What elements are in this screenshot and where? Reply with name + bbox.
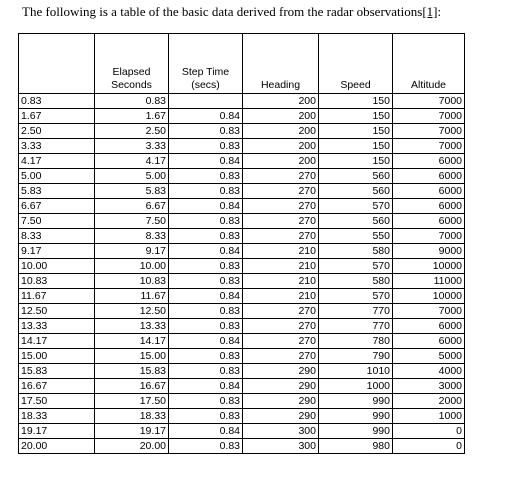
table-cell: 290: [243, 364, 319, 379]
table-cell: 10000: [393, 259, 465, 274]
table-cell: 19.17: [19, 424, 95, 439]
table-cell: 200: [243, 124, 319, 139]
table-row: [19, 409, 465, 424]
table-cell: 0.83: [169, 304, 243, 319]
table-cell: 14.17: [19, 334, 95, 349]
table-cell: 10.00: [95, 259, 169, 274]
table-cell: 290: [243, 379, 319, 394]
table-cell: 210: [243, 289, 319, 304]
table-cell: 560: [319, 169, 393, 184]
table-cell: 7.50: [95, 214, 169, 229]
table-cell: 0.84: [169, 379, 243, 394]
table-cell: 6000: [393, 334, 465, 349]
table-cell: 770: [319, 319, 393, 334]
table-cell: 990: [319, 394, 393, 409]
table-cell: 150: [319, 139, 393, 154]
table-cell: 1010: [319, 364, 393, 379]
table-cell: 0.83: [169, 394, 243, 409]
table-cell: 150: [319, 124, 393, 139]
table-cell: [169, 94, 243, 109]
table-cell: 11.67: [95, 289, 169, 304]
table-row: [19, 154, 465, 169]
table-cell: 8.33: [19, 229, 95, 244]
table-cell: 200: [243, 94, 319, 109]
header-cell: [19, 34, 95, 94]
table-cell: 0.83: [169, 184, 243, 199]
table-cell: 10.83: [95, 274, 169, 289]
table-cell: 0.84: [169, 424, 243, 439]
table-cell: 780: [319, 334, 393, 349]
table-cell: 17.50: [95, 394, 169, 409]
table-cell: 270: [243, 214, 319, 229]
table-row: [19, 379, 465, 394]
table-cell: 7000: [393, 229, 465, 244]
table-row: [19, 439, 465, 454]
table-cell: 550: [319, 229, 393, 244]
table-row: [19, 394, 465, 409]
table-cell: 16.67: [19, 379, 95, 394]
table-cell: 270: [243, 349, 319, 364]
table-row: [19, 214, 465, 229]
table-row: [19, 109, 465, 124]
table-cell: 0.83: [169, 169, 243, 184]
table-cell: 12.50: [95, 304, 169, 319]
table-cell: 270: [243, 319, 319, 334]
table-cell: 5.00: [95, 169, 169, 184]
table-cell: 4.17: [95, 154, 169, 169]
table-cell: 1000: [319, 379, 393, 394]
table-row: [19, 124, 465, 139]
table-cell: 7000: [393, 304, 465, 319]
table-cell: 6.67: [19, 199, 95, 214]
table-cell: 2.50: [95, 124, 169, 139]
table-cell: 10.00: [19, 259, 95, 274]
table-cell: 300: [243, 439, 319, 454]
table-cell: 270: [243, 229, 319, 244]
table-cell: 150: [319, 154, 393, 169]
table-cell: 990: [319, 409, 393, 424]
table-cell: 13.33: [19, 319, 95, 334]
table-cell: 9000: [393, 244, 465, 259]
table-body: [19, 94, 465, 454]
table-cell: 4000: [393, 364, 465, 379]
table-cell: 980: [319, 439, 393, 454]
table-cell: 20.00: [19, 439, 95, 454]
table-cell: 0.83: [169, 274, 243, 289]
table-cell: 5.83: [19, 184, 95, 199]
table-cell: 5.83: [95, 184, 169, 199]
table-cell: 5.00: [19, 169, 95, 184]
table-cell: 10000: [393, 289, 465, 304]
table-cell: 150: [319, 109, 393, 124]
table-cell: 11000: [393, 274, 465, 289]
header-row: [19, 34, 465, 94]
table-cell: 270: [243, 184, 319, 199]
table-cell: 11.67: [19, 289, 95, 304]
table-cell: 6000: [393, 169, 465, 184]
table-cell: 0: [393, 439, 465, 454]
header-cell: Altitude: [393, 34, 465, 94]
table-cell: 7000: [393, 139, 465, 154]
table-cell: 6000: [393, 214, 465, 229]
table-row: [19, 199, 465, 214]
table-row: [19, 244, 465, 259]
table-cell: 15.00: [19, 349, 95, 364]
table-cell: 9.17: [95, 244, 169, 259]
table-cell: 0.83: [169, 139, 243, 154]
intro-paragraph: [22, 4, 441, 20]
table-cell: 790: [319, 349, 393, 364]
table-cell: 0.83: [95, 94, 169, 109]
table-cell: 18.33: [95, 409, 169, 424]
table-row: [19, 364, 465, 379]
table-row: [19, 259, 465, 274]
table-cell: 570: [319, 199, 393, 214]
table-cell: 560: [319, 214, 393, 229]
header-cell: Elapsed Seconds: [95, 34, 169, 94]
table-cell: 0.84: [169, 109, 243, 124]
table-cell: 200: [243, 109, 319, 124]
table-cell: 15.83: [19, 364, 95, 379]
table-cell: 7.50: [19, 214, 95, 229]
table-row: [19, 334, 465, 349]
intro-text: The following is a table of the basic data derived from the radar observations: [22, 4, 423, 19]
table-cell: 3.33: [95, 139, 169, 154]
table-cell: 200: [243, 139, 319, 154]
table-cell: 210: [243, 259, 319, 274]
table-cell: 5000: [393, 349, 465, 364]
table-cell: 7000: [393, 109, 465, 124]
table-row: [19, 289, 465, 304]
table-cell: 14.17: [95, 334, 169, 349]
table-cell: 0.83: [169, 229, 243, 244]
table-cell: 990: [319, 424, 393, 439]
table-cell: 270: [243, 169, 319, 184]
table-cell: 0.83: [19, 94, 95, 109]
radar-data-table: [18, 33, 465, 454]
table-cell: 270: [243, 199, 319, 214]
table-cell: 2.50: [19, 124, 95, 139]
table-cell: 15.83: [95, 364, 169, 379]
table-cell: 270: [243, 304, 319, 319]
table-cell: 1000: [393, 409, 465, 424]
table-cell: 300: [243, 424, 319, 439]
table-cell: 0.83: [169, 124, 243, 139]
table-cell: 0.83: [169, 409, 243, 424]
header-cell: Heading: [243, 34, 319, 94]
table-cell: 7000: [393, 94, 465, 109]
table-cell: 6000: [393, 154, 465, 169]
table-cell: 210: [243, 274, 319, 289]
table-cell: 0.84: [169, 154, 243, 169]
table-cell: 1.67: [95, 109, 169, 124]
table-row: [19, 349, 465, 364]
table-cell: 290: [243, 394, 319, 409]
table-cell: 200: [243, 154, 319, 169]
table-row: [19, 94, 465, 109]
table-cell: 18.33: [19, 409, 95, 424]
table-cell: 0.84: [169, 334, 243, 349]
table-row: [19, 274, 465, 289]
table-cell: 0.84: [169, 289, 243, 304]
table-cell: 0.83: [169, 319, 243, 334]
table-cell: 6000: [393, 199, 465, 214]
table-row: [19, 169, 465, 184]
table-cell: 19.17: [95, 424, 169, 439]
table-row: [19, 229, 465, 244]
table-cell: 0.83: [169, 214, 243, 229]
table-cell: 0.84: [169, 199, 243, 214]
table-cell: 6000: [393, 319, 465, 334]
table-cell: 6.67: [95, 199, 169, 214]
intro-suffix: :: [437, 4, 442, 19]
table-cell: 10.83: [19, 274, 95, 289]
table-cell: 270: [243, 334, 319, 349]
table-cell: 290: [243, 409, 319, 424]
reference-link[interactable]: [1]: [422, 4, 438, 19]
table-row: [19, 424, 465, 439]
table-row: [19, 319, 465, 334]
table-cell: 20.00: [95, 439, 169, 454]
table-cell: 12.50: [19, 304, 95, 319]
table-cell: 0.83: [169, 439, 243, 454]
table-row: [19, 139, 465, 154]
table-cell: 3.33: [19, 139, 95, 154]
table-cell: 0.83: [169, 259, 243, 274]
table-cell: 0.83: [169, 349, 243, 364]
table-cell: 16.67: [95, 379, 169, 394]
table-cell: 560: [319, 184, 393, 199]
table-cell: 580: [319, 244, 393, 259]
table-cell: 17.50: [19, 394, 95, 409]
table-cell: 3000: [393, 379, 465, 394]
table-cell: 770: [319, 304, 393, 319]
table-row: [19, 304, 465, 319]
table-cell: 9.17: [19, 244, 95, 259]
table-row: [19, 184, 465, 199]
table-cell: 150: [319, 94, 393, 109]
table-cell: 0: [393, 424, 465, 439]
table-cell: 15.00: [95, 349, 169, 364]
table-cell: 13.33: [95, 319, 169, 334]
table-cell: 2000: [393, 394, 465, 409]
header-cell: Step Time (secs): [169, 34, 243, 94]
table-cell: 570: [319, 259, 393, 274]
table-cell: 4.17: [19, 154, 95, 169]
table-cell: 570: [319, 289, 393, 304]
table-cell: 0.84: [169, 244, 243, 259]
table-cell: 1.67: [19, 109, 95, 124]
table-cell: 0.83: [169, 364, 243, 379]
table-cell: 6000: [393, 184, 465, 199]
table-cell: 580: [319, 274, 393, 289]
table-cell: 8.33: [95, 229, 169, 244]
table-cell: 210: [243, 244, 319, 259]
table-cell: 7000: [393, 124, 465, 139]
header-cell: Speed: [319, 34, 393, 94]
